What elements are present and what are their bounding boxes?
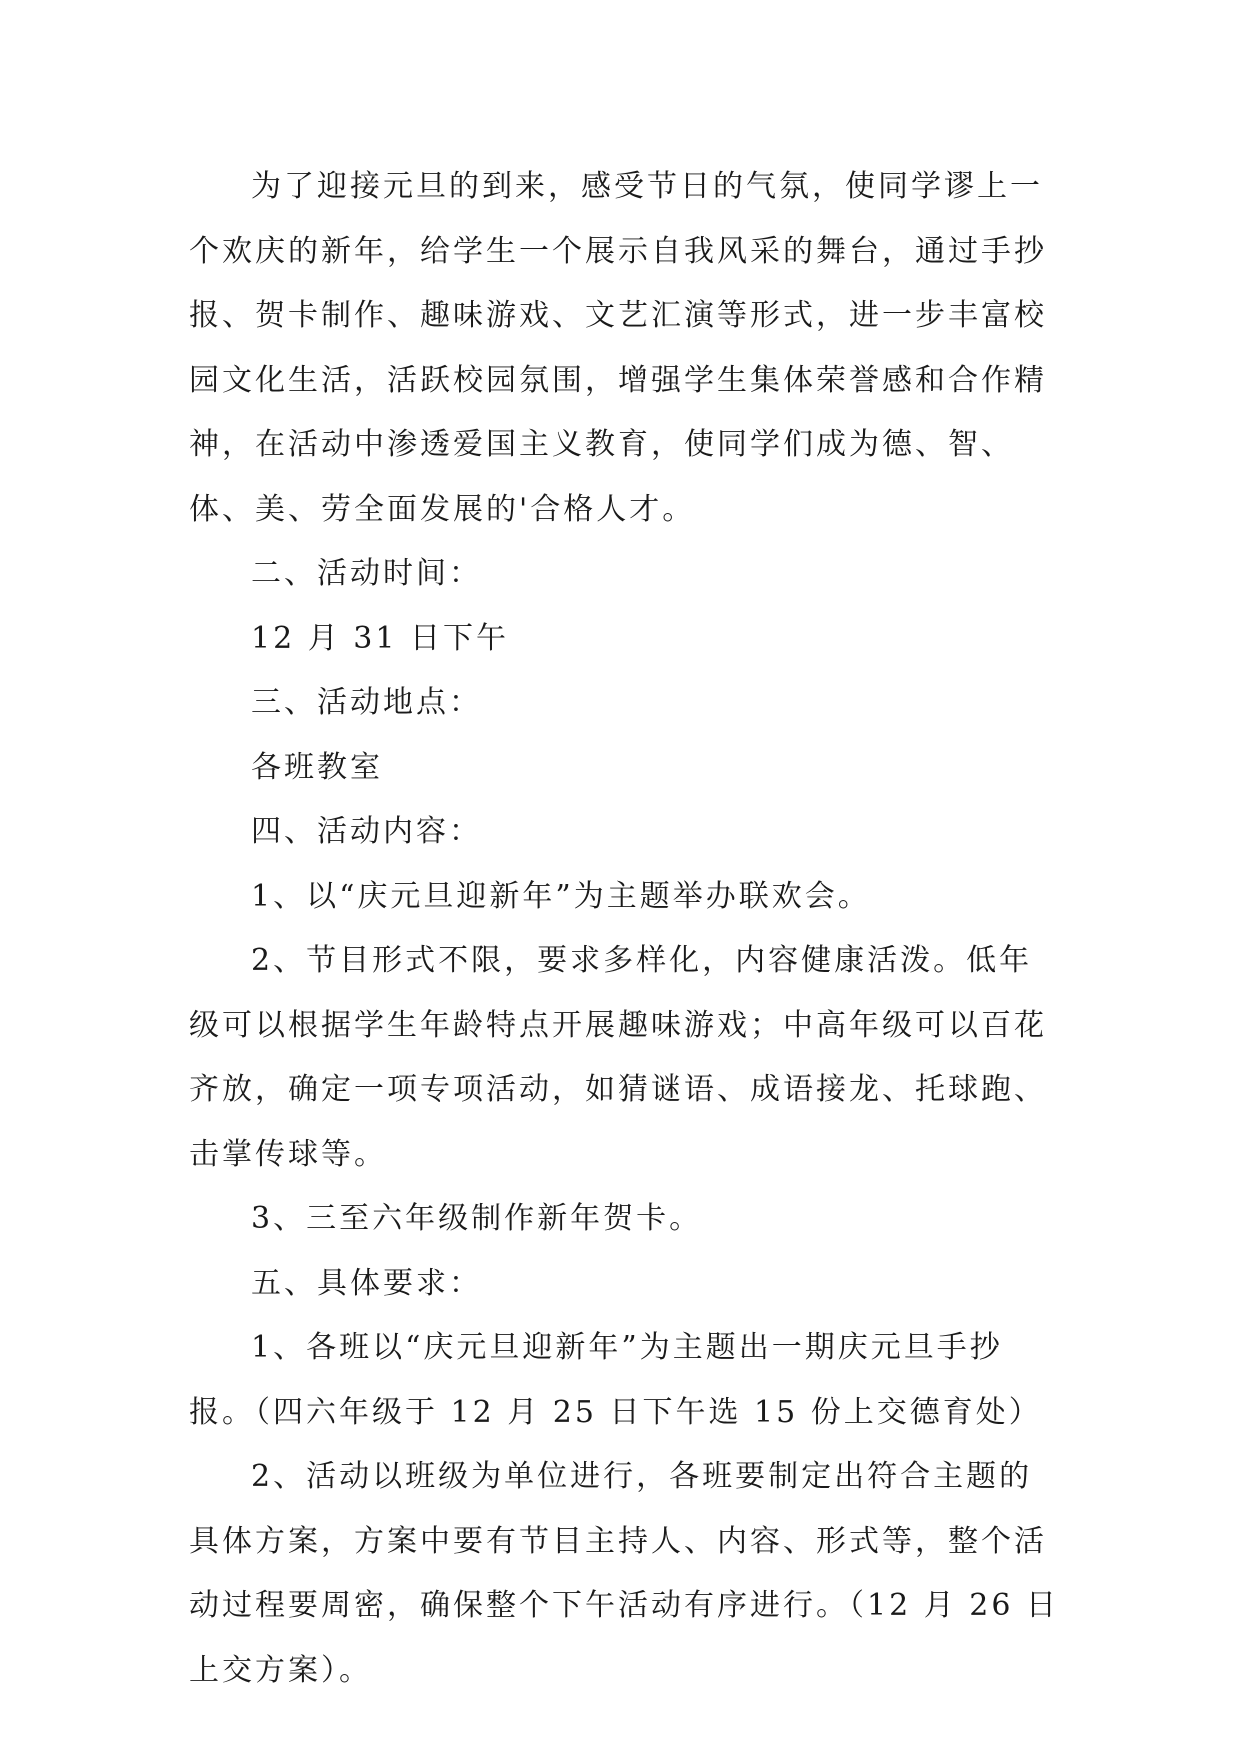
heading-activity-content: 四、活动内容： [251,814,482,849]
document-body [189,155,1059,1703]
paragraph-intro: 为了迎接元旦的到来，感受节日的气氛，使同学谬上一个欢庆的新年，给学生一个展示自我风采的舞台，通过手抄报、贺卡制作、趣味游戏、文艺汇演等形式，进一步丰富校园文化生活，活跃校园氛围，增强学生集体荣誉感和合作精神，在活动中渗透爱国主义教育，使同学们成为德、智、体、美、劳全面发展的'合格人才。 [189,169,1047,527]
content-item-2: 2、节目形式不限，要求多样化，内容健康活泼。低年级可以根据学生年龄特点开展趣味游戏；中高年级可以百花齐放，确定一项专项活动，如猜谜语、成语接龙、托球跑、击掌传球等。 [189,943,1047,1172]
heading-specific-requirements: 五、具体要求： [251,1265,482,1301]
content-item-3: 3、三至六年级制作新年贺卡。 [251,1201,703,1236]
content-item-1: 1、以“庆元旦迎新年”为主题举办联欢会。 [251,878,871,914]
heading-activity-location: 三、活动地点： [251,685,482,720]
requirement-item-1: 1、各班以“庆元旦迎新年”为主题出一期庆元旦手抄报。（四六年级于 12 月 25 日下午选 15 份上交德育处） [189,1330,1042,1430]
activity-time-value: 12 月 31 日下午 [251,620,509,656]
requirement-item-2: 2、活动以班级为单位进行，各班要制定出符合主题的具体方案，方案中要有节目主持人、内容、形式等，整个活动过程要周密，确保整个下午活动有序进行。（12 月 26 日上交方案）。 [189,1459,1059,1688]
activity-location-value: 各班教室 [251,749,383,785]
heading-activity-time: 二、活动时间： [251,556,482,591]
